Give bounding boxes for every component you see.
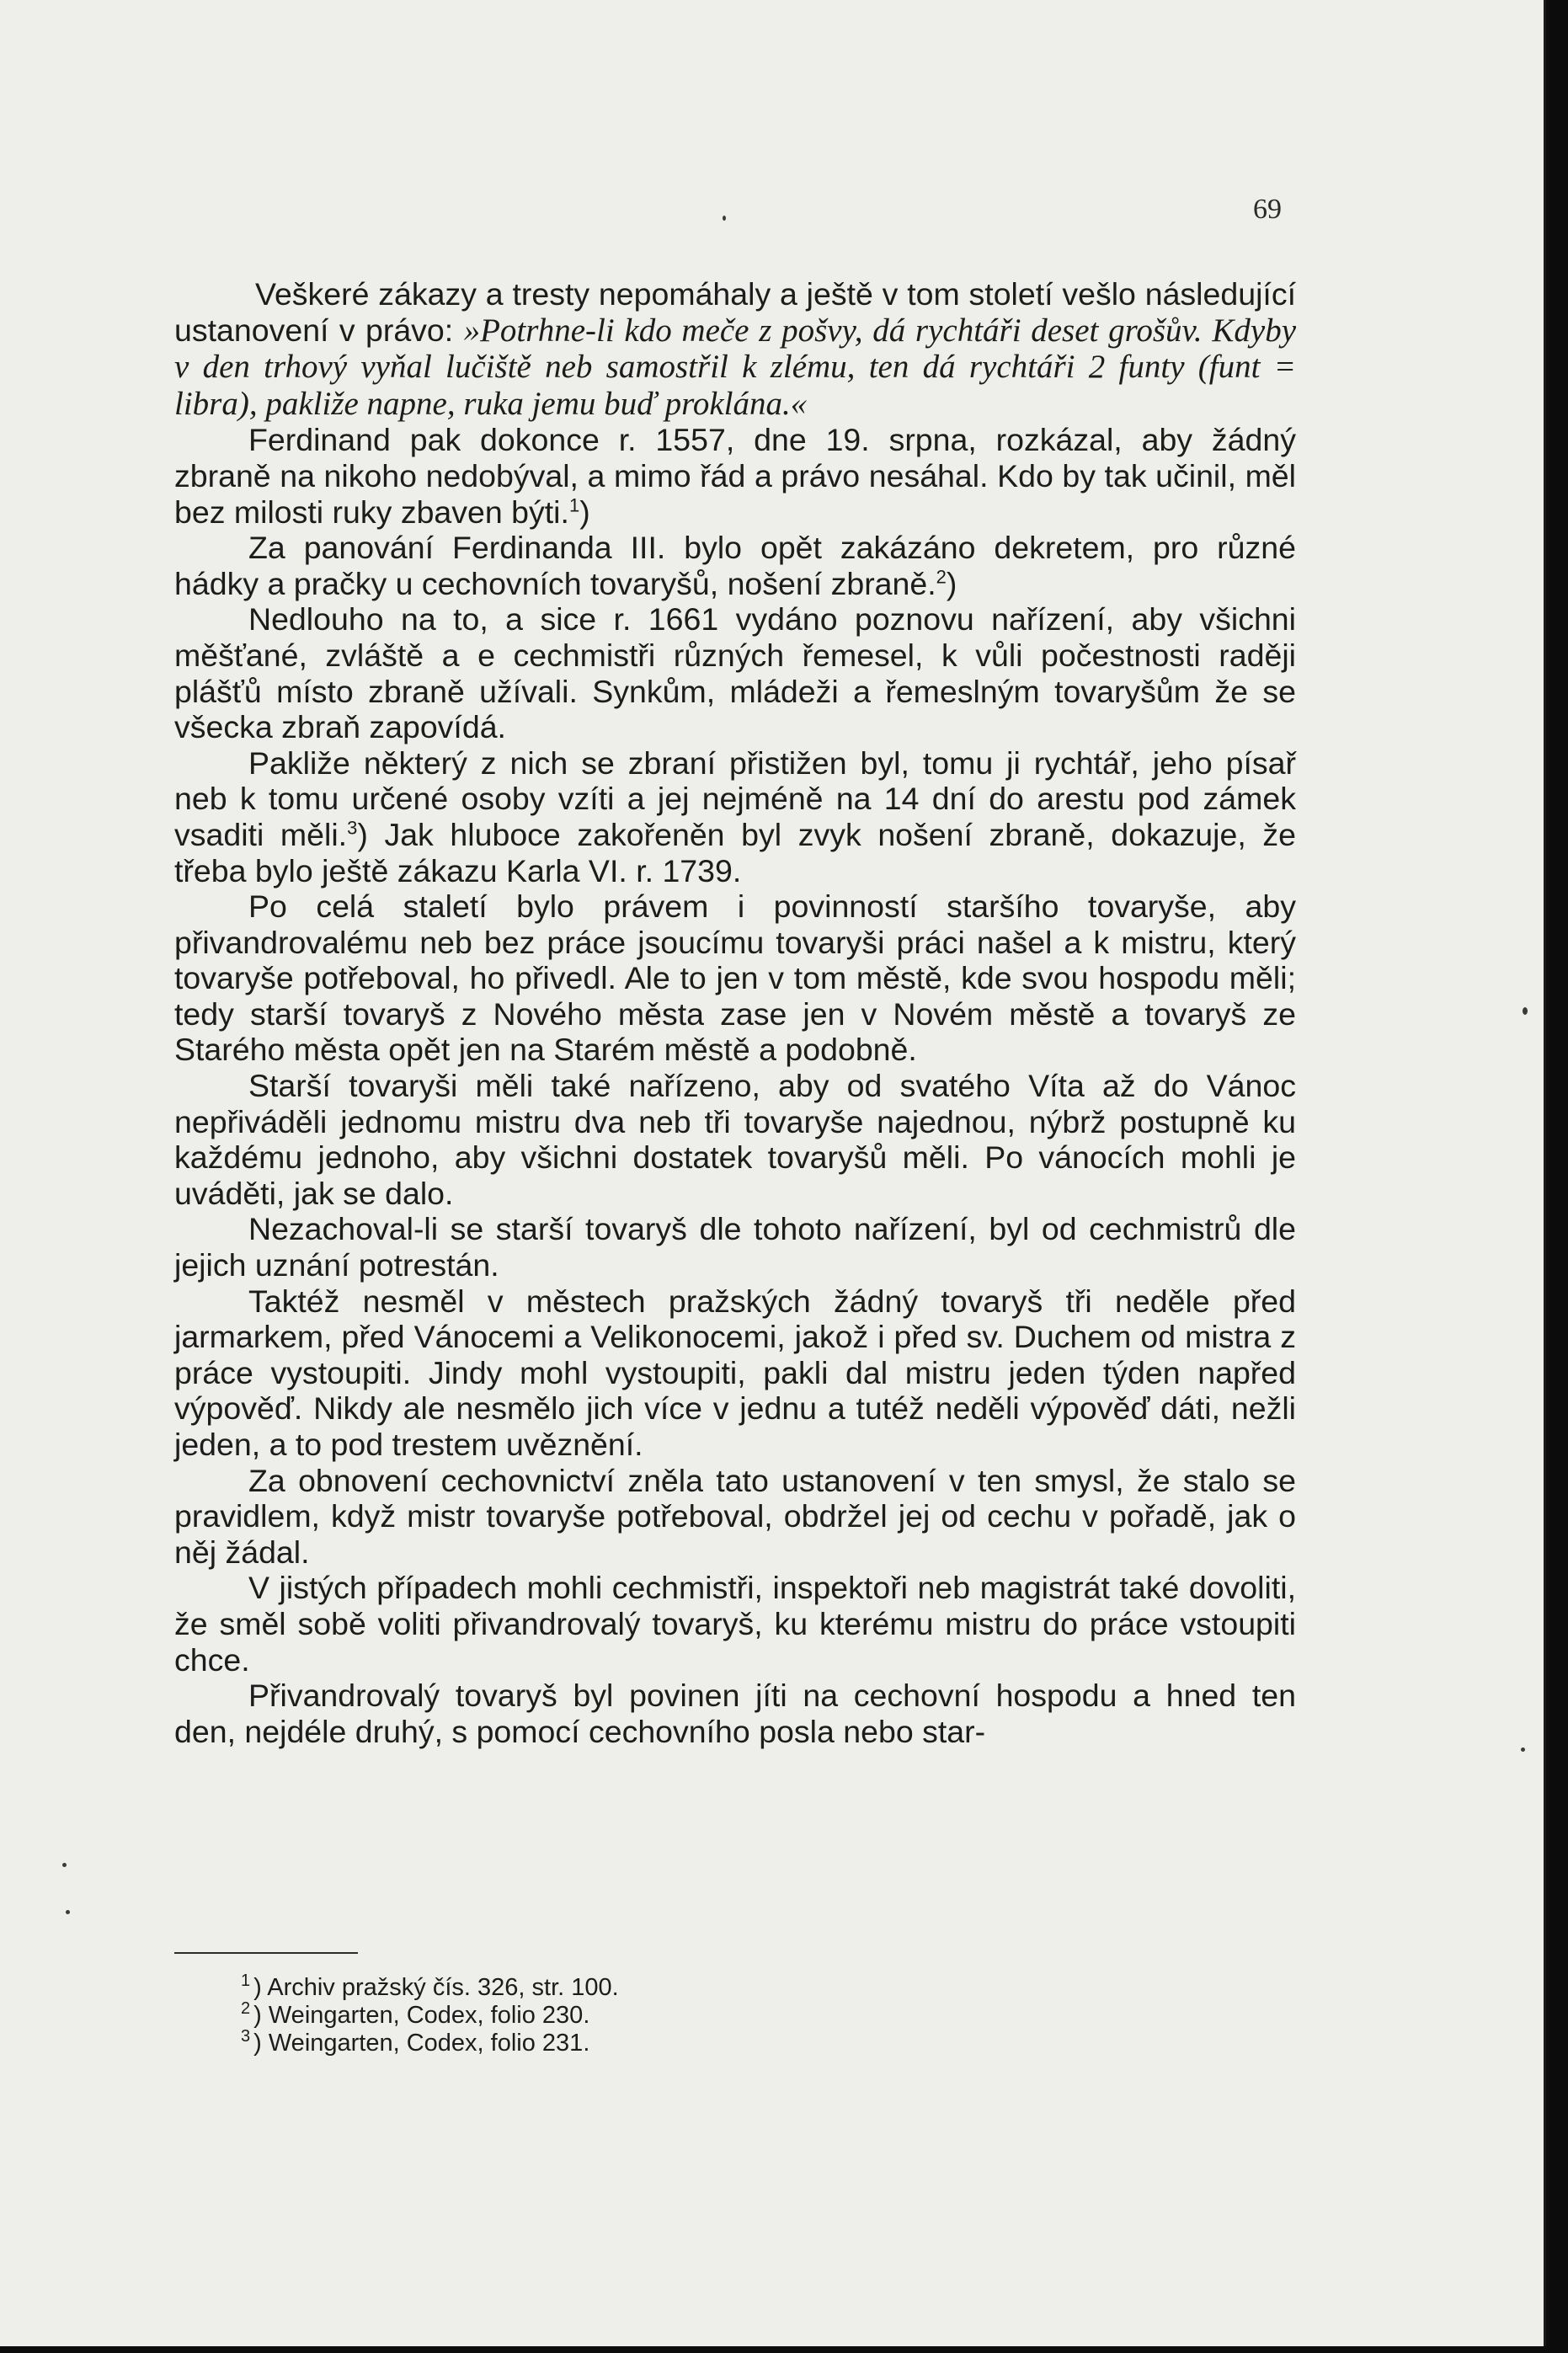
footnote-ref: 1 <box>568 494 580 516</box>
footnote <box>241 2027 830 2057</box>
paragraph <box>174 1068 1296 1211</box>
paragraph <box>174 1463 1296 1571</box>
paragraph <box>174 1570 1296 1678</box>
paragraph <box>174 745 1296 888</box>
paragraph-text: Přivandrovalý tovaryš byl povinen jíti na cechovní hospodu a hned ten den, nejdéle druhý, s pomocí cechovního posla nebo star- <box>174 1678 1296 1749</box>
paragraph <box>174 1283 1296 1463</box>
page-number: 69 <box>1253 194 1282 225</box>
scan-speck <box>62 1863 67 1867</box>
paragraph <box>174 601 1296 744</box>
paragraph-text: Za obnovení cechovnictví zněla tato ustanovení v ten smysl, že stalo se pravidlem, když mistr tovaryše potřeboval, obdržel jej od cechu v pořadě, jak o něj žádal. <box>174 1462 1296 1570</box>
footnote-ref: 3 <box>347 817 358 839</box>
scan-speck <box>1521 1747 1525 1752</box>
scan-speck <box>1523 1007 1528 1015</box>
footnote-ref-close: ) <box>579 494 590 530</box>
paragraph-text: ) Jak hluboce zakořeněn byl zvyk nošení zbraně, dokazuje, že třeba bylo ještě zákazu Karla VI. r. 1739. <box>174 816 1296 888</box>
paragraph-text: Nedlouho na to, a sice r. 1661 vydáno poznovu nařízení, aby všichni měšťané, zvláště a e cechmistři různých řemesel, k vůli počestnosti raději plášťů místo zbraně užívali. Synkům, mládeži a řemeslným tovaryšům že se všecka zbraň zapovídá. <box>174 601 1296 745</box>
paragraph <box>174 1211 1296 1283</box>
paragraph <box>174 276 1296 422</box>
paragraph-text: Po celá staletí bylo právem i povinností staršího tovaryše, aby přivandrovalému neb bez práce jsoucímu tovaryši práci našel a k mistru, který tovaryše potřeboval, ho přivedl. Ale to jen v tom městě, kde svou hospodu měli; tedy starší tovaryš z Nového města zase jen v Novém městě a tovaryš ze Starého města opět jen na Starém městě a podobně. <box>174 888 1296 1068</box>
footnote-divider <box>174 1952 358 1954</box>
scan-speck <box>66 1910 70 1914</box>
paragraph <box>174 530 1296 601</box>
footnote-mark: 1 <box>241 1972 251 1991</box>
paragraph <box>174 1678 1296 1749</box>
paragraph-text: Starší tovaryši měli také nařízeno, aby od svatého Víta až do Vánoc nepřiváděli jednomu mistru dva neb tři tovaryše najednou, nýbrž postupně ku každému jednoho, aby všichni dostatek tovaryšů měli. Po vánocích mohli je uváděti, jak se dalo. <box>174 1068 1296 1211</box>
paragraph-text: Nezachoval-li se starší tovaryš dle tohoto nařízení, byl od cechmistrů dle jejich uznání potrestán. <box>174 1211 1296 1283</box>
paragraph <box>174 888 1296 1068</box>
footnotes <box>241 1974 830 2057</box>
paragraph-text: Ferdinand pak dokonce r. 1557, dne 19. srpna, rozkázal, aby žádný zbraně na nikoho nedobýval, a mimo řád a právo nesáhal. Kdo by tak učinil, měl bez milosti ruky zbaven býti. <box>174 422 1296 530</box>
paragraph <box>174 422 1296 530</box>
quoted-law-text: »Potrhne-li kdo meče z pošvy, dá rychtáři deset grošův. Kdyby v den trhový vyňal lučiště neb samostřil k zlému, ten dá rychtáři 2 funty (funt = libra), pakliže napne, ruka jemu buď proklána.« <box>174 312 1297 422</box>
footnote-ref-close: ) <box>946 565 957 601</box>
footnote-text: ) Weingarten, Codex, folio 231. <box>253 2030 590 2057</box>
footnote <box>241 1999 830 2030</box>
paragraph-text: V jistých případech mohli cechmistři, inspektoři neb magistrát také dovoliti, že směl sobě voliti přivandrovalý tovaryš, ku kterému mistru do práce vstoupiti chce. <box>174 1570 1296 1678</box>
footnote <box>241 1974 830 2002</box>
paragraph-text: Taktéž nesměl v městech pražských žádný tovaryš tři neděle před jarmarkem, před Vánocemi a Velikonocemi, jakož i před sv. Duchem od mistra z práce vystoupiti. Jindy mohl vystoupiti, pakli dal mistru jeden týden napřed výpověď. Nikdy ale nesmělo jich více v jednu a tutéž neděli výpověď dáti, nežli jeden, a to pod trestem uvěznění. <box>174 1283 1296 1462</box>
footnote-ref: 2 <box>936 566 947 588</box>
footnote-mark: 3 <box>241 2027 251 2046</box>
footnote-text: ) Archiv pražský čís. 326, str. 100. <box>253 1974 619 2001</box>
footnote-text: ) Weingarten, Codex, folio 230. <box>253 2002 590 2029</box>
footnote-mark: 2 <box>241 1999 251 2019</box>
body-text <box>174 276 1296 1749</box>
scan-speck <box>723 216 726 221</box>
paragraph-text: Pakliže některý z nich se zbraní přistižen byl, tomu ji rychtář, jeho písař neb k tomu určené osoby vzíti a jej nejméně na 14 dní do arestu pod zámek vsaditi měli. <box>174 744 1296 852</box>
paragraph-text: Veškeré zákazy a tresty nepomáhaly a ještě v tom století vešlo následující ustanovení v právo: <box>174 276 1296 348</box>
paragraph-text: Za panování Ferdinanda III. bylo opět zakázáno dekretem, pro různé hádky a pračky u cechovních tovaryšů, nošení zbraně. <box>174 530 1296 601</box>
